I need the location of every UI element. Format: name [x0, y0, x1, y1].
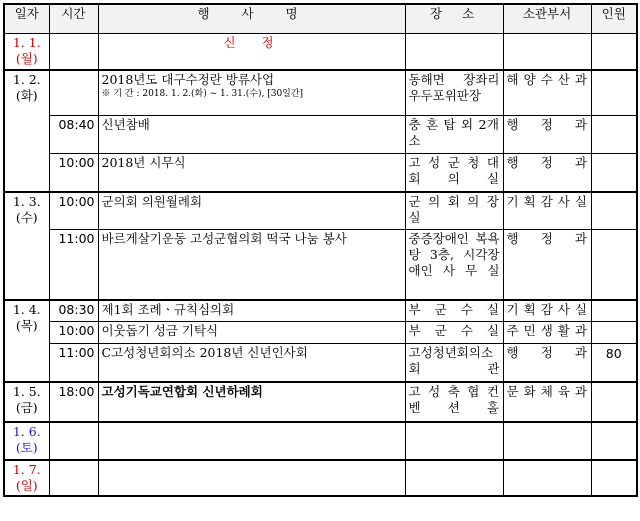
count-cell: [591, 192, 637, 230]
dept-cell: 행 정 과: [503, 230, 591, 300]
table-row: [4, 116, 637, 154]
event-title: 2018년도 대구수정란 방류사업: [101, 71, 275, 87]
place-cell: 부 군 수 실: [405, 300, 503, 322]
dept-cell: 기 획 감 사 실: [503, 192, 591, 230]
time-cell: [49, 34, 98, 70]
count-cell: [591, 322, 637, 344]
count-cell: [591, 460, 637, 496]
event-note: ※ 기 간 : 2018. 1. 2.(화) ~ 1. 31.(수), [30일간]: [101, 88, 304, 99]
table-row: [4, 344, 637, 382]
place-cell: [405, 34, 503, 70]
table-row: [4, 34, 637, 70]
place-cell: 동해면 장좌리 우두포위판장: [405, 70, 503, 116]
header-time: 시간: [49, 4, 98, 34]
count-cell: [591, 70, 637, 116]
time-cell: 10:00: [49, 154, 98, 192]
count-cell: [591, 382, 637, 422]
event-cell: 이웃돕기 성금 기탁식: [98, 322, 405, 344]
event-cell: 제1회 조례ㆍ규칙심의회: [98, 300, 405, 322]
place-cell: 고 성 축 협 컨 벤 션 홀: [405, 382, 503, 422]
date-cell: 1. 7. (일): [4, 460, 49, 496]
date-cell: 1. 4. (목): [4, 300, 49, 382]
header-row: [4, 4, 637, 34]
event-cell: 고성기독교연합회 신년하례회: [98, 382, 405, 422]
dept-cell: 행 정 과: [503, 154, 591, 192]
count-cell: [591, 34, 637, 70]
schedule-table: [3, 3, 638, 497]
date-cell: 1. 3. (수): [4, 192, 49, 300]
dept-cell: 주 민 생 활 과: [503, 322, 591, 344]
date-cell: 1. 5. (금): [4, 382, 49, 422]
table-row: [4, 322, 637, 344]
date-cell: 1. 1. (월): [4, 34, 49, 70]
dept-cell: 기 획 감 사 실: [503, 300, 591, 322]
time-cell: 11:00: [49, 230, 98, 300]
place-cell: 군 의 회 의 장 실: [405, 192, 503, 230]
count-cell: [591, 154, 637, 192]
count-cell: [591, 116, 637, 154]
event-cell: [98, 70, 405, 116]
event-cell: 2018년 시무식: [98, 154, 405, 192]
time-cell: 08:30: [49, 300, 98, 322]
date-cell: 1. 2. (화): [4, 70, 49, 192]
dept-cell: [503, 460, 591, 496]
place-cell: 충 혼 탑 외 2개소: [405, 116, 503, 154]
time-cell: [49, 70, 98, 116]
count-cell: [591, 422, 637, 460]
event-cell: 군의회 의원월례회: [98, 192, 405, 230]
time-cell: 10:00: [49, 192, 98, 230]
dept-cell: 문 화 체 육 과: [503, 382, 591, 422]
count-cell: [591, 230, 637, 300]
place-cell: 고 성 군 청 대 회 의 실: [405, 154, 503, 192]
event-cell: [98, 460, 405, 496]
table-row: [4, 230, 637, 300]
place-cell: 고성청년회의소 회 관: [405, 344, 503, 382]
table-row: [4, 422, 637, 460]
time-cell: 11:00: [49, 344, 98, 382]
event-cell: C고성청년회의소 2018년 신년인사회: [98, 344, 405, 382]
dept-cell: [503, 34, 591, 70]
table-row: [4, 70, 637, 116]
table-row: [4, 300, 637, 322]
dept-cell: 행 정 과: [503, 344, 591, 382]
place-cell: [405, 460, 503, 496]
header-dept: 소관부서: [503, 4, 591, 34]
time-cell: 08:40: [49, 116, 98, 154]
event-cell: 신 정: [98, 34, 405, 70]
dept-cell: 해 양 수 산 과: [503, 70, 591, 116]
header-date: 일자: [4, 4, 49, 34]
table-row: [4, 382, 637, 422]
count-cell: [591, 300, 637, 322]
time-cell: [49, 460, 98, 496]
event-cell: [98, 422, 405, 460]
time-cell: 10:00: [49, 322, 98, 344]
count-cell: 80: [591, 344, 637, 382]
header-place: 장 소: [405, 4, 503, 34]
date-cell: 1. 6. (토): [4, 422, 49, 460]
table-row: [4, 460, 637, 496]
event-cell: 신년참배: [98, 116, 405, 154]
dept-cell: 행 정 과: [503, 116, 591, 154]
header-count: 인원: [591, 4, 637, 34]
table-row: [4, 154, 637, 192]
schedule-container: [3, 3, 638, 497]
place-cell: 중증장애인 복욕탕 3층, 시각장애인 사 무 실: [405, 230, 503, 300]
place-cell: [405, 422, 503, 460]
dept-cell: [503, 422, 591, 460]
time-cell: [49, 422, 98, 460]
time-cell: 18:00: [49, 382, 98, 422]
place-cell: 부 군 수 실: [405, 322, 503, 344]
event-cell: 바르게살기운동 고성군협의회 떡국 나눔 봉사: [98, 230, 405, 300]
table-row: [4, 192, 637, 230]
header-event: 행 사 명: [98, 4, 405, 34]
